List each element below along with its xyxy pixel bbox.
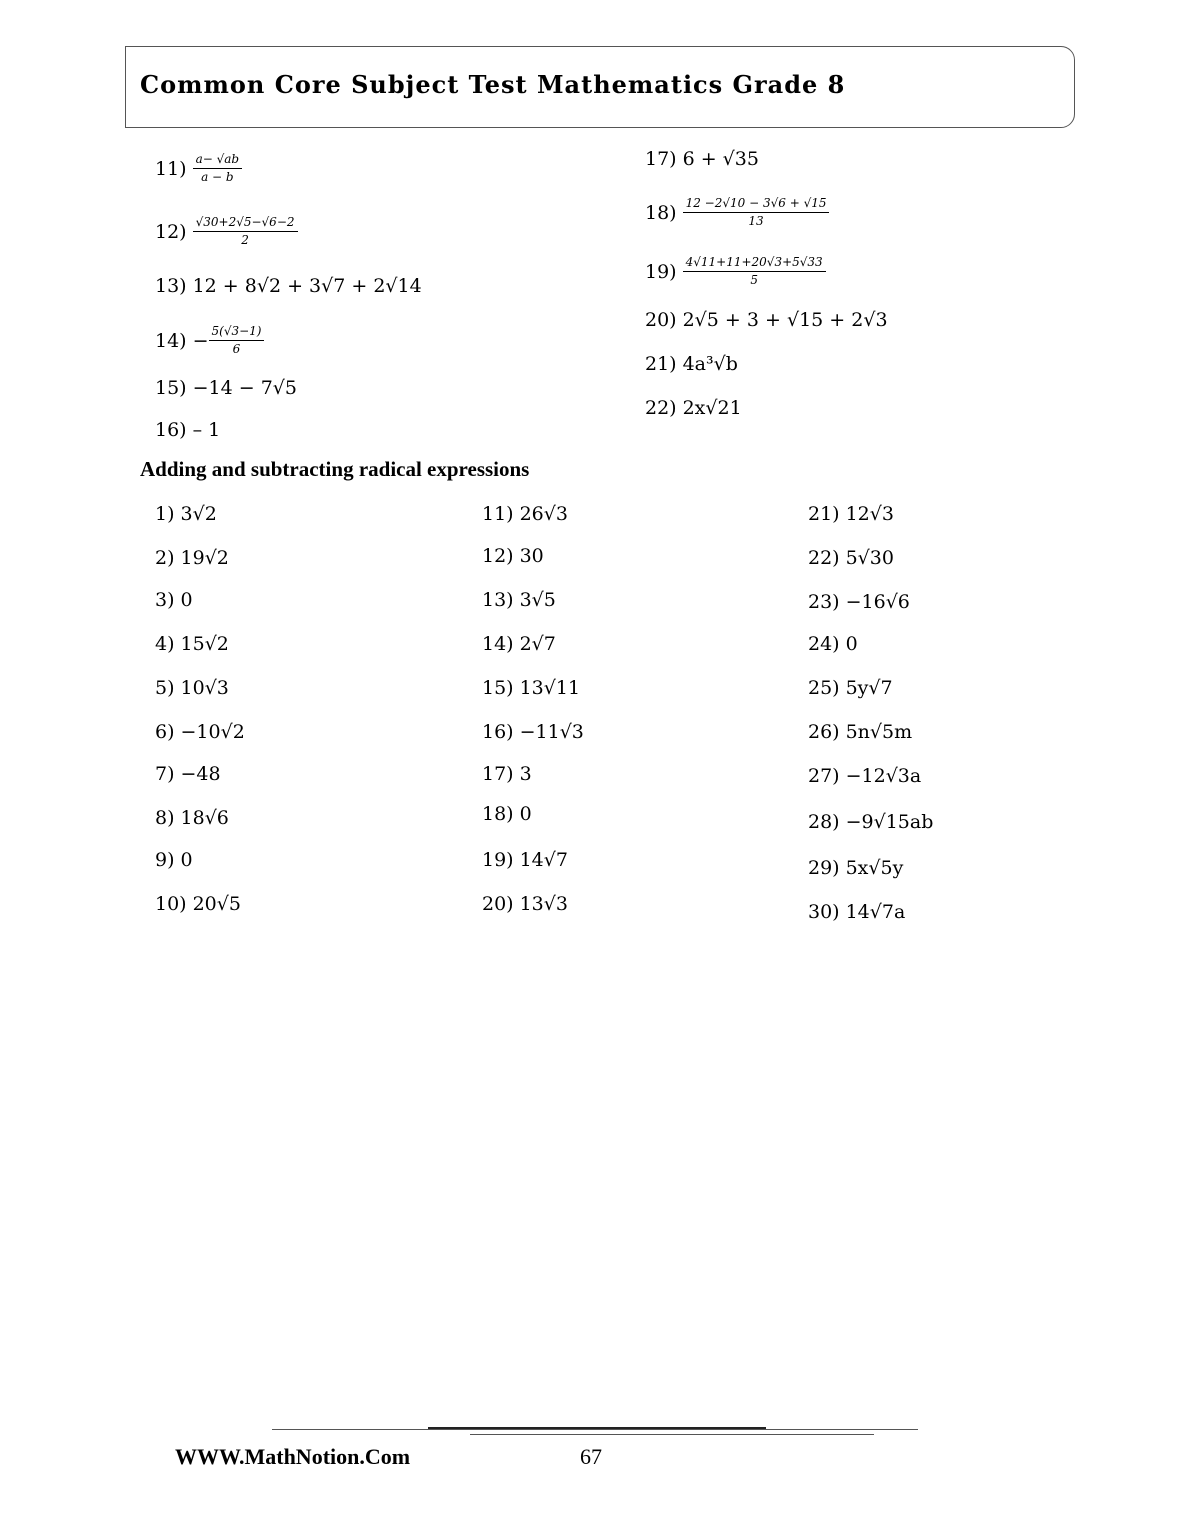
answer-number: 19)	[482, 849, 514, 871]
answer-expression: −48	[180, 763, 221, 785]
answer-number: 14)	[482, 633, 514, 655]
answer-expression: 3√2	[180, 503, 217, 525]
answer-number: 7)	[155, 763, 175, 785]
answer-expression: 12 + 8√2 + 3√7 + 2√14	[192, 275, 422, 297]
answer-expression: 5n√5m	[845, 721, 913, 743]
answer-item	[155, 376, 297, 400]
answer-expression: 13√11	[519, 677, 581, 699]
fraction	[209, 325, 265, 356]
fraction	[193, 153, 243, 184]
answer-number: 9)	[155, 849, 175, 871]
answer-item	[155, 216, 298, 247]
answer-number: 20)	[482, 893, 514, 915]
answer-number: 18)	[645, 201, 677, 224]
answer-number: 10)	[155, 893, 187, 915]
answer-number: 24)	[808, 633, 840, 655]
answer-number: 11)	[155, 157, 187, 180]
answer-number: 3)	[155, 589, 175, 611]
answer-item	[808, 900, 905, 924]
answer-number: 14)	[155, 329, 187, 352]
fraction	[193, 216, 298, 247]
answer-number: 26)	[808, 721, 840, 743]
answer-expression: 5x√5y	[845, 857, 904, 879]
answer-expression: 12√3	[845, 503, 894, 525]
answer-number: 17)	[482, 763, 514, 785]
footer-website: WWW.MathNotion.Com	[175, 1444, 411, 1469]
answer-item	[808, 856, 903, 880]
answer-number: 30)	[808, 901, 840, 923]
answer-item	[808, 676, 893, 700]
answer-expression: −10√2	[180, 721, 245, 743]
answer-item	[482, 848, 568, 872]
answer-item	[645, 197, 829, 228]
answer-number: 28)	[808, 811, 840, 833]
answer-expression: 0	[180, 589, 193, 611]
answer-expression: −11√3	[519, 721, 584, 743]
answer-number: 15)	[155, 377, 187, 399]
answer-expression: 2x√21	[682, 397, 742, 419]
answer-expression: 5√30	[845, 547, 894, 569]
answer-expression: 0	[845, 633, 858, 655]
answer-number: 16)	[155, 419, 187, 441]
fraction-numerator: 4√11+11+20√3+5√33	[683, 256, 826, 272]
answer-expression: −9√15ab	[845, 811, 934, 833]
answer-number: 27)	[808, 765, 840, 787]
answer-number: 4)	[155, 633, 175, 655]
answer-number: 5)	[155, 677, 175, 699]
answer-item	[482, 502, 568, 526]
answer-item	[482, 802, 532, 826]
answer-number: 23)	[808, 591, 840, 613]
section-title: Adding and subtracting radical expressions	[140, 457, 530, 481]
answer-expression: – 1	[192, 419, 221, 441]
fraction	[683, 256, 826, 287]
answer-expression: 30	[519, 545, 544, 567]
answer-item	[482, 720, 584, 744]
answer-expression: 14√7a	[845, 901, 906, 923]
answer-number: 17)	[645, 148, 677, 170]
answer-number: 22)	[808, 547, 840, 569]
answer-expression: 5y√7	[845, 677, 893, 699]
answer-expression: 18√6	[180, 807, 229, 829]
answer-item	[155, 588, 193, 612]
answer-expression: 20√5	[192, 893, 241, 915]
answer-item	[808, 764, 921, 788]
answer-item	[155, 848, 193, 872]
answer-item	[155, 325, 264, 356]
fraction-denominator: 5	[750, 273, 758, 287]
fraction	[683, 197, 830, 228]
answer-expression: 6 + √35	[682, 148, 759, 170]
fraction-numerator: a− √ab	[193, 153, 243, 169]
answer-item	[482, 892, 568, 916]
answer-number: 13)	[482, 589, 514, 611]
answer-item	[155, 418, 220, 442]
answer-item	[808, 810, 933, 834]
answer-number: 22)	[645, 397, 677, 419]
answer-item	[808, 632, 858, 656]
fraction-denominator: 6	[232, 342, 241, 356]
answer-expression: 0	[180, 849, 193, 871]
answer-number: 12)	[155, 220, 187, 243]
fraction-numerator: 5(√3−1)	[209, 325, 265, 341]
fraction-numerator: √30+2√5−√6−2	[193, 216, 298, 232]
answer-item	[808, 546, 894, 570]
footer-rule-accent	[428, 1427, 766, 1429]
answer-item	[482, 676, 580, 700]
answer-number: 25)	[808, 677, 840, 699]
answer-expression: 2√5 + 3 + √15 + 2√3	[682, 309, 888, 331]
answer-expression: 15√2	[180, 633, 229, 655]
answer-item	[645, 396, 742, 420]
answer-item	[155, 502, 217, 526]
footer-rule-lower	[470, 1434, 874, 1435]
answer-expression: −14 − 7√5	[192, 377, 297, 399]
answer-sign: −	[192, 329, 209, 352]
answer-expression: 14√7	[519, 849, 568, 871]
answer-number: 21)	[808, 503, 840, 525]
answer-expression: 19√2	[180, 547, 229, 569]
answer-item	[645, 352, 738, 376]
answer-item	[155, 632, 229, 656]
page-number: 67	[580, 1444, 602, 1469]
answer-item	[808, 720, 912, 744]
answer-item	[645, 256, 826, 287]
answer-item	[482, 762, 532, 786]
answer-item	[155, 762, 221, 786]
answer-item	[155, 546, 229, 570]
fraction-numerator: 12 −2√10 − 3√6 + √15	[683, 197, 830, 213]
answer-expression: 2√7	[519, 633, 556, 655]
answer-expression: 3√5	[519, 589, 556, 611]
answer-expression: 3	[519, 763, 532, 785]
answer-number: 6)	[155, 721, 175, 743]
answer-number: 12)	[482, 545, 514, 567]
answer-expression: 13√3	[519, 893, 568, 915]
answer-expression: −12√3a	[845, 765, 922, 787]
answer-number: 1)	[155, 503, 175, 525]
answer-item	[645, 308, 888, 332]
answer-item	[482, 632, 556, 656]
answer-number: 20)	[645, 309, 677, 331]
answer-expression: 0	[519, 803, 532, 825]
answer-number: 11)	[482, 503, 514, 525]
answer-number: 21)	[645, 353, 677, 375]
fraction-denominator: 13	[748, 214, 764, 228]
answer-number: 2)	[155, 547, 175, 569]
answer-item	[155, 676, 229, 700]
answer-expression: 4a³√b	[682, 353, 738, 375]
answer-number: 15)	[482, 677, 514, 699]
answer-item	[155, 892, 241, 916]
answer-item	[155, 274, 422, 298]
page-title: Common Core Subject Test Mathematics Grade 8	[140, 70, 846, 99]
answer-expression: 26√3	[519, 503, 568, 525]
answer-item	[482, 588, 556, 612]
answer-item	[155, 153, 242, 184]
answer-item	[155, 806, 229, 830]
answer-number: 19)	[645, 260, 677, 283]
answer-number: 8)	[155, 807, 175, 829]
fraction-denominator: a − b	[201, 170, 234, 184]
answer-expression: 10√3	[180, 677, 229, 699]
answer-number: 16)	[482, 721, 514, 743]
answer-item	[155, 720, 245, 744]
answer-number: 29)	[808, 857, 840, 879]
answer-item	[482, 544, 544, 568]
footer-rule	[272, 1429, 918, 1430]
answer-item	[808, 502, 894, 526]
answer-expression: −16√6	[845, 591, 910, 613]
answer-number: 13)	[155, 275, 187, 297]
answer-number: 18)	[482, 803, 514, 825]
answer-item	[645, 147, 759, 171]
answer-item	[808, 590, 910, 614]
fraction-denominator: 2	[241, 233, 249, 247]
